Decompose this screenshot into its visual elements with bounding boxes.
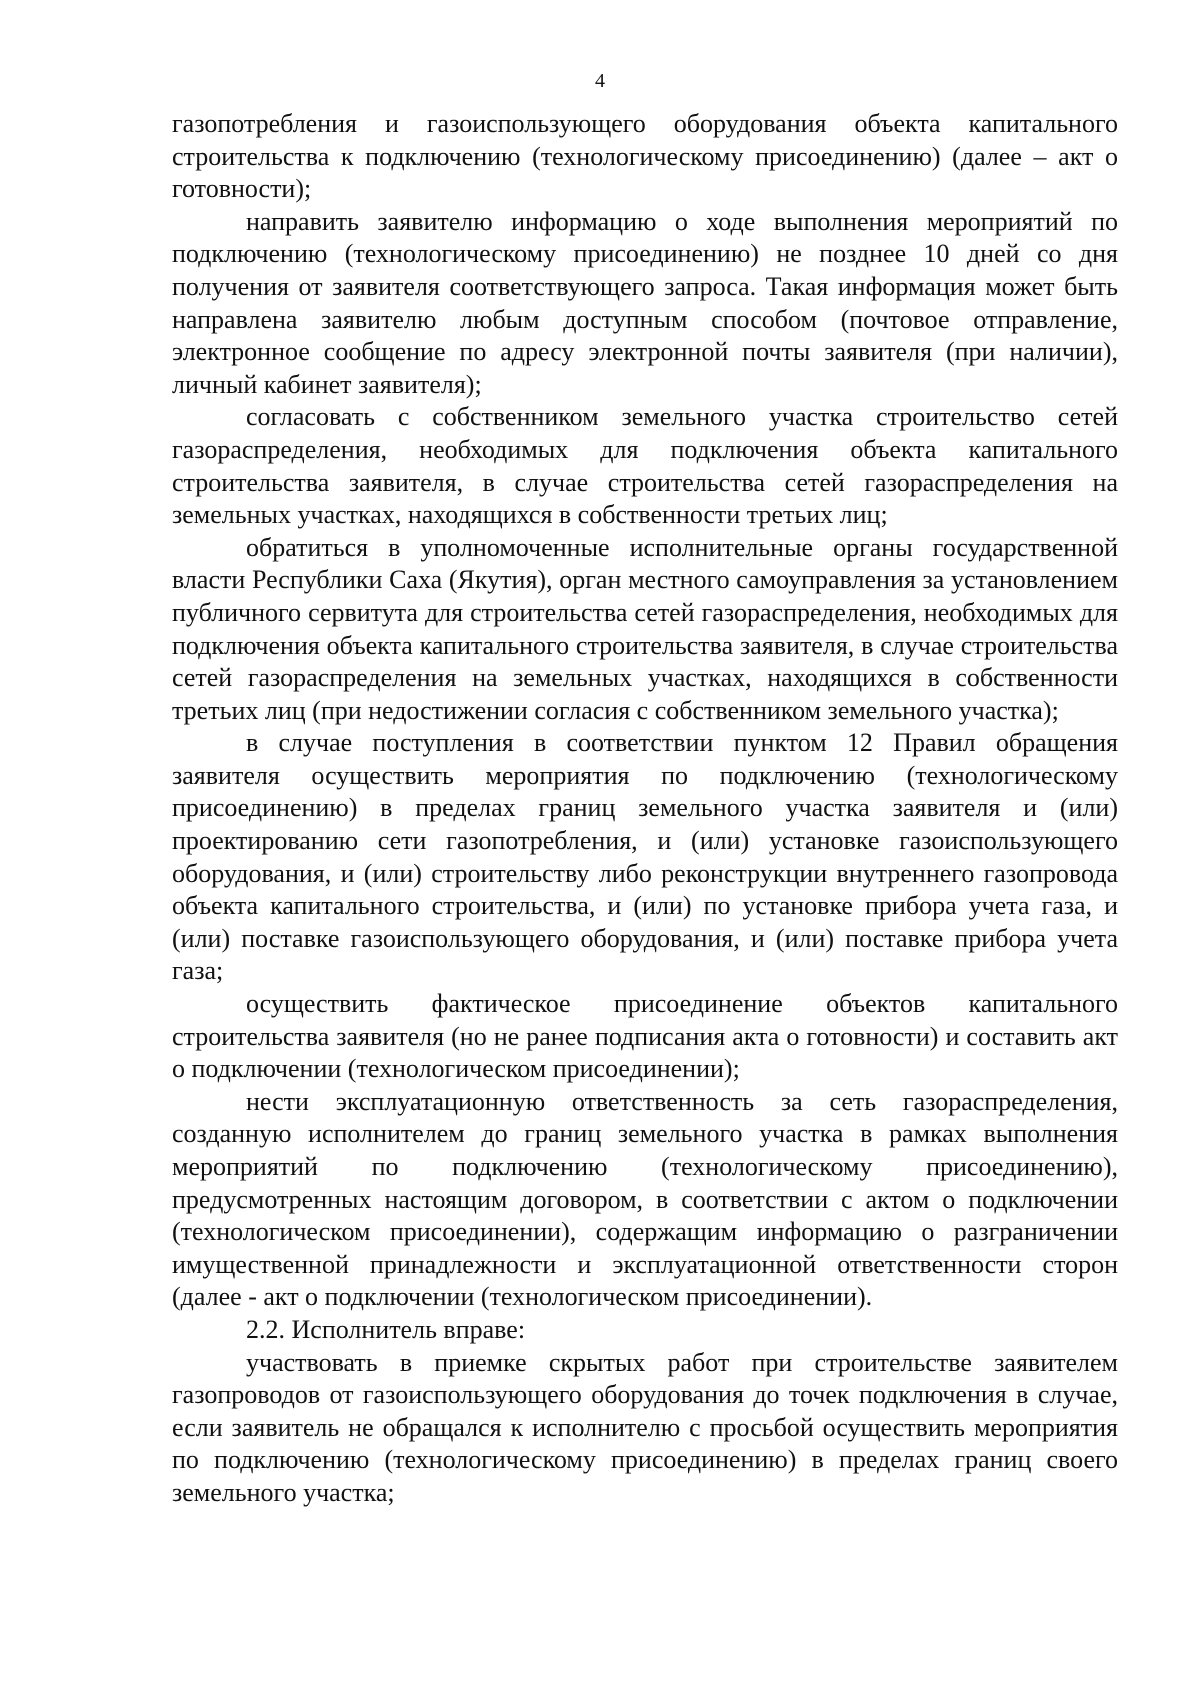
- paragraph-send-info: направить заявителю информацию о ходе выполнения мероприятий по подключению (технологическому присоединению) не позднее 10 дней со дня получения от заявителя соответствующего запроса. Такая информация может быть направлена заявителю любым доступным способом (почтовое отправление, электронное сообщение по адресу электронной почты заявителя (при наличии), личный кабинет заявителя);: [172, 206, 1118, 399]
- paragraph-continuation: газопотребления и газоиспользующего оборудования объекта капитального строительства к подключению (технологическому присоединению) (далее – акт о готовности);: [172, 109, 1118, 204]
- document-body: [172, 108, 1118, 1510]
- paragraph-operational-responsibility: нести эксплуатационную ответственность за сеть газораспределения, созданную исполнителем до границ земельного участка в рамках выполнения мероприятий по подключению (технологическому присоединению), предусмотренных настоящим договором, в соответствии с актом о подключении (технологическом присоединении), содержащим информацию о разграничении имущественной принадлежности и эксплуатационной ответственности сторон (далее - акт о подключении (технологическом присоединении).: [172, 1086, 1118, 1312]
- page-number: 4: [595, 70, 605, 92]
- section-heading-2-2: 2.2. Исполнитель вправе:: [246, 1314, 526, 1344]
- paragraph-hidden-works: участвовать в приемке скрытых работ при строительстве заявителем газопроводов от газоиспользующего оборудования до точек подключения в случае, если заявитель не обращался к исполнителю с просьбой осуществить мероприятия по подключению (технологическому присоединению) в пределах границ своего земельного участка;: [172, 1347, 1118, 1507]
- paragraph-actual-connection: осуществить фактическое присоединение объектов капитального строительства заявителя (но не ранее подписания акта о готовности) и составить акт о подключении (технологическом присоединении);: [172, 989, 1118, 1084]
- paragraph-public-servitude: обратиться в уполномоченные исполнительные органы государственной власти Республики Саха (Якутия), орган местного самоуправления за установлением публичного сервитута для строительства сетей газораспределения, необходимых для подключения объекта капитального строительства заявителя, в случае строительства сетей газораспределения на земельных участках, находящихся в собственности третьих лиц (при недостижении согласия с собственником земельного участка);: [172, 532, 1118, 725]
- paragraph-agree-landowner: согласовать с собственником земельного участка строительство сетей газораспределения, необходимых для подключения объекта капитального строительства заявителя, в случае строительства сетей газораспределения на земельных участках, находящихся в собственности третьих лиц;: [172, 402, 1118, 530]
- paragraph-connection-measures: в случае поступления в соответствии пунктом 12 Правил обращения заявителя осуществить мероприятия по подключению (технологическому присоединению) в пределах границ земельного участка заявителя и (или) проектированию сети газопотребления, и (или) установке газоиспользующего оборудования, и (или) строительству либо реконструкции внутреннего газопровода объекта капитального строительства, и (или) по установке прибора учета газа, и (или) поставке газоиспользующего оборудования, и (или) поставке прибора учета газа;: [172, 728, 1118, 986]
